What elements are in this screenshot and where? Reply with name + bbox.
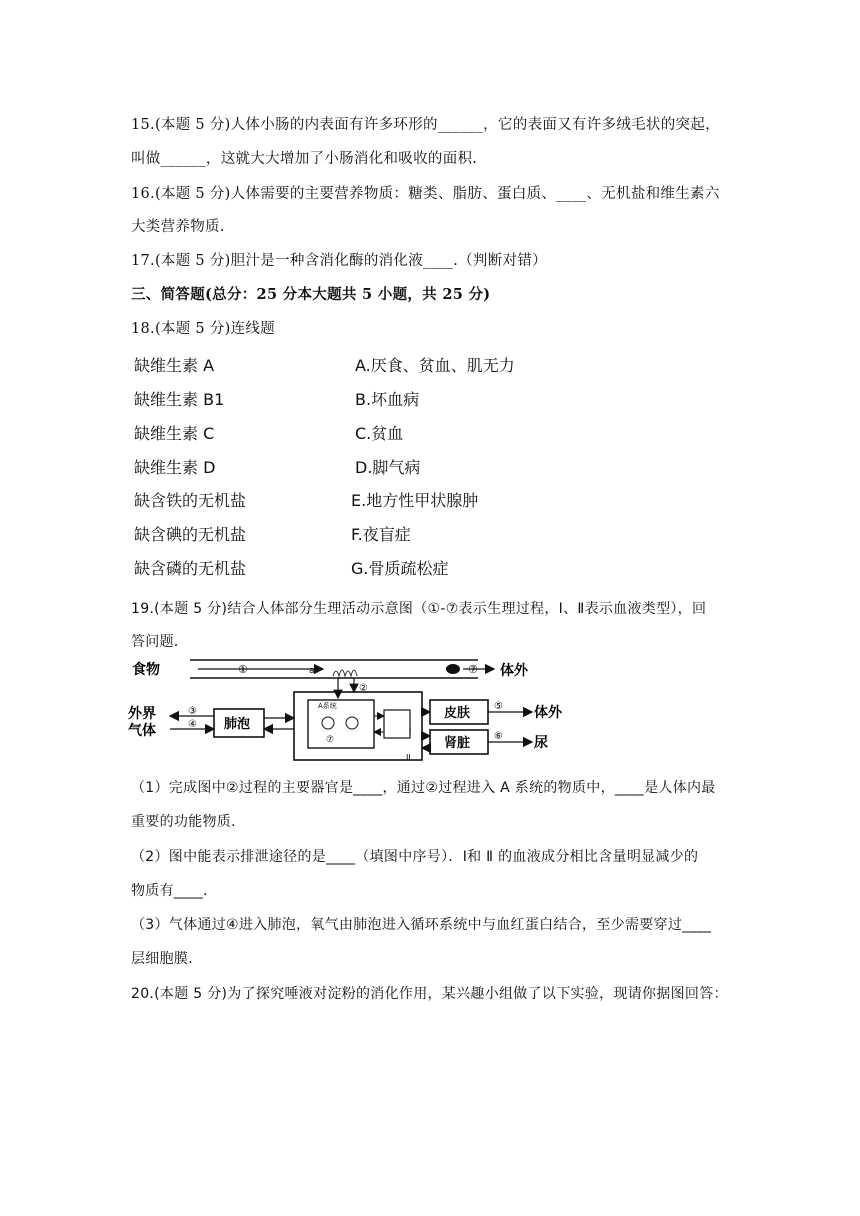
q19-sub1-line-2: 重要的功能物质． bbox=[131, 814, 246, 830]
match-left-item: 缺含碘的无机盐 bbox=[134, 525, 247, 544]
match-left-item: 缺含磷的无机盐 bbox=[134, 559, 247, 578]
match-right-item: C.贫血 bbox=[355, 424, 404, 443]
match-left-item: 缺维生素 D bbox=[134, 458, 216, 477]
marker-7-inner: ⑦ bbox=[326, 735, 335, 745]
marker-5: ⑤ bbox=[494, 701, 503, 712]
label-a: a bbox=[309, 666, 315, 676]
marker-2: ② bbox=[359, 683, 368, 694]
label-roman-1: I bbox=[409, 727, 412, 736]
q19-line-1: 19.(本题 5 分)结合人体部分生理活动示意图（①-⑦表示生理过程，Ⅰ、Ⅱ表示血液类型），回 bbox=[131, 601, 707, 617]
match-right-item: D.脚气病 bbox=[355, 458, 421, 477]
marker-4: ④ bbox=[188, 719, 197, 730]
marker-1: ① bbox=[238, 663, 248, 676]
match-right-item: A.厌食、贫血、肌无力 bbox=[355, 356, 515, 375]
q18-title: 18.(本题 5 分)连线题 bbox=[131, 321, 276, 337]
tissue-cell-box bbox=[384, 710, 410, 738]
q16-line-2: 大类营养物质. bbox=[131, 219, 225, 235]
label-food: 食物 bbox=[132, 662, 160, 678]
match-left-item: 缺维生素 C bbox=[134, 424, 215, 443]
body-box bbox=[294, 692, 422, 760]
label-skin: 皮肤 bbox=[444, 706, 471, 721]
q16-line-1: 16.(本题 5 分)人体需要的主要营养物质：糖类、脂肪、蛋白质、____、无机盐和维生素六 bbox=[131, 186, 720, 202]
match-right-item: G.骨质疏松症 bbox=[351, 559, 449, 578]
q19-sub1-line-1: （1）完成图中②过程的主要器官是____，通过②过程进入 A 系统的物质中，____是人体内最 bbox=[131, 780, 716, 796]
q19-sub2-line-1: （2）图中能表示排泄途径的是____（填图中序号）．Ⅰ和 Ⅱ 的血液成分相比含量明显减少的 bbox=[131, 849, 699, 865]
label-gas: 气体 bbox=[128, 723, 156, 739]
marker-3: ③ bbox=[188, 706, 197, 717]
heart-chamber-icon bbox=[322, 717, 334, 729]
match-right-item: B.坏血病 bbox=[355, 390, 420, 409]
match-left-item: 缺维生素 A bbox=[134, 356, 215, 375]
q15-line-1: 15.(本题 5 分)人体小肠的内表面有许多环形的______，它的表面又有许多绒毛状的突起， bbox=[131, 117, 720, 133]
marker-6: ⑥ bbox=[494, 731, 503, 742]
match-right-item: E.地方性甲状腺肿 bbox=[351, 491, 479, 510]
q19-sub3-line-1: （3）气体通过④进入肺泡，氧气由肺泡进入循环系统中与血红蛋白结合，至少需要穿过____ bbox=[131, 917, 712, 933]
marker-7: ⑦ bbox=[468, 663, 478, 676]
match-left-item: 缺含铁的无机盐 bbox=[134, 491, 247, 510]
section-3-title: 三、简答题(总分：25 分本大题共 5 小题，共 25 分) bbox=[131, 286, 491, 303]
q19-sub2-line-2: 物质有____． bbox=[131, 883, 218, 899]
label-system-a: A系统 bbox=[318, 702, 337, 710]
label-outside-right: 体外 bbox=[534, 705, 562, 721]
label-kidney: 肾脏 bbox=[444, 736, 471, 751]
feces-icon bbox=[446, 664, 460, 674]
q17-line-1: 17.(本题 5 分)胆汁是一种含消化酶的消化液____.（判断对错） bbox=[131, 253, 547, 269]
match-left-item: 缺维生素 B1 bbox=[134, 390, 225, 409]
physiology-diagram bbox=[128, 656, 598, 766]
match-right-item: F.夜盲症 bbox=[351, 525, 411, 544]
label-roman-2: II bbox=[406, 753, 411, 762]
label-external: 外界 bbox=[128, 706, 156, 722]
label-outside-top: 体外 bbox=[500, 663, 528, 679]
q19-sub3-line-2: 层细胞膜． bbox=[131, 951, 203, 967]
q20-line-1: 20.(本题 5 分)为了探究唾液对淀粉的消化作用，某兴趣小组做了以下实验，现请你据图回答： bbox=[131, 986, 728, 1002]
heart-chamber-icon bbox=[346, 717, 358, 729]
label-alveoli: 肺泡 bbox=[224, 717, 251, 732]
q15-line-2: 叫做______，这就大大增加了小肠消化和吸收的面积. bbox=[131, 151, 478, 167]
villi-icon bbox=[333, 670, 357, 676]
label-urine: 尿 bbox=[534, 735, 548, 751]
q19-line-2: 答问题． bbox=[131, 634, 189, 650]
